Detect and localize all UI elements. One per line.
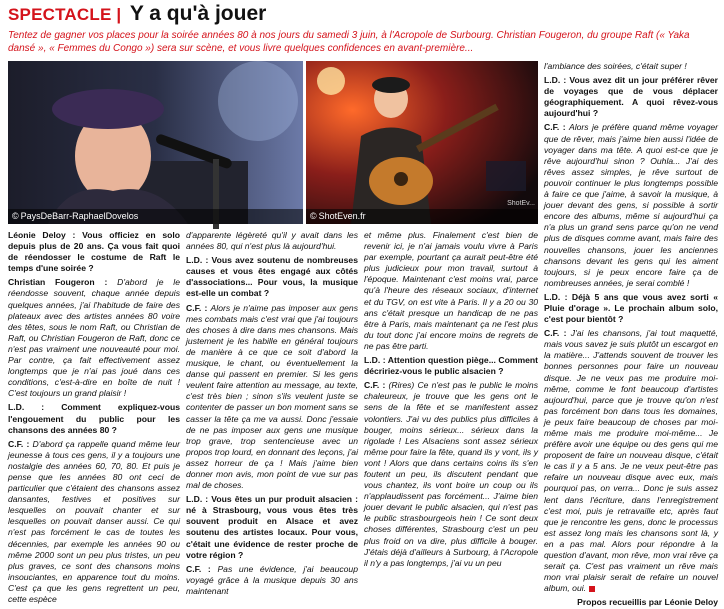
photo-watermark: ShotEv...: [507, 200, 535, 207]
answer-continued: et même plus. Finalement c'est bien de revenir ici, je n'ai jamais voulu vivre à Paris par exemple, pourtant ça aurait peut-être été plus judicieux pour mon travail, surtout à l'époque. Maintenant c'est moins vrai, parce qu'à l'heure des réseaux sociaux, d'internet et du TGV, on est vite à Paris. Il y a 20 ou 30 ans c'était presque un handicap de ne pas être à Paris, mais maintenant ça ne l'est plus du tout donc j'ai encore moins de regrets de ne pas être parti.: [364, 230, 538, 351]
article-column-1: [8, 230, 180, 604]
answer: Alors je préfère quand même voyager que de rêver, mais j'aime bien aussi l'idée de voyager dans ma tête. A quoi est-ce que je rêve aujourd'hui sinon ? Ouhla... J'ai des rêves assez simples, je rêve surtout de pouvoir continuer le plus longtemps possible à faire ce que j'aime, à savoir la musique, à jouer devant des gens, si possible à sortir encore des albums, même si aujourd'hui ça n'a plus un grand sens parce qu'on ne vend plus de disques comme avant, mais faire des nouvelles chansons, jouer les anciennes chansons devant les gens qui les aiment toujours, si je peux encore faire ça de nombreuses années, je serai comblé !: [544, 122, 718, 288]
speaker-label: C.F. :: [544, 328, 567, 339]
section-kicker: SPECTACLE |: [8, 5, 122, 24]
photo-credit-text: PaysDeBarr-RaphaelDovelos: [20, 211, 139, 221]
speaker-label: Christian Fougeron :: [8, 277, 108, 288]
question: L.D. : Vous êtes un pur produit alsacien : né à Strasbourg, vous vous êtes très souvent produit en Alsace et avez soutenu des artistes locaux. Pour vous, c'était une évidence de rester proche de votre région ?: [186, 494, 358, 560]
question: L.D. : Vous avez soutenu de nombreuses causes et vous êtes engagé aux côtés d'associations... Pour vous, la musique est-elle un combat ?: [186, 255, 358, 299]
copyright-icon: ©: [12, 211, 19, 221]
answer: Pas une évidence, j'ai beaucoup voyagé grâce à la musique depuis 30 ans maintenant: [186, 563, 358, 596]
answer: D'abord je le réendosse souvent, chaque année depuis quelques années, j'ai l'habitude de faire des plateaux avec des artistes années 80 voire des têtes, sous le nom Raft, ou Christian de Raft, ou Christian Fougeron de Raft, donc ce n'est pas vraiment une nouveauté pour moi. Par contre, ça fait effectivement assez longtemps que je n'ai pas joué dans ces conditions, c'est-à-dire en boîte de nuit ! C'est toujours un grand plaisir !: [8, 277, 180, 399]
question: L.D. : Vous avez dit un jour préférer rêver de voyages que de vous déplacer géographiquement. A quoi rêvez-vous aujourd'hui ?: [544, 75, 718, 119]
headline: [8, 2, 724, 28]
author-signature: Propos recueillis par Léonie Deloy: [577, 597, 718, 608]
answer: D'abord ça rappelle quand même leur jeunesse à tous ces gens, il y a toujours une nostalgie des années 60, 70, 80. Et puis je pense que les années 80 ont ceci de particulier que c'étaient des chansons assez dansantes, festives et positives sur lesquelles on pouvait chanter et sur lesquelles on pouvait danser aussi. Ce qui n'est pas forcément le cas de toutes les décennies, par exemple les années 90 ou même 2000 sont un peu plus tristes, un peu plus graves, ce sont des chansons moins insouciantes, en apparence tout du moins. C'est ça que les gens regrettent un peu, cette espèce: [8, 438, 180, 604]
question: Léonie Deloy : Vous officiez en solo depuis plus de 20 ans. Ça vous fait quoi de réendosser le costume de Raft le temps d'une soirée ?: [8, 230, 180, 274]
article-column-2: [186, 230, 358, 596]
question: L.D. : Déjà 5 ans que vous avez sorti « Pluie d'orage ». Le prochain album solo, c'est pour bientôt ?: [544, 291, 718, 325]
article-column-4: [544, 61, 718, 608]
photo-credit: [306, 209, 538, 224]
speaker-label: C.F. :: [186, 563, 211, 574]
speaker-label: C.F. :: [544, 122, 566, 133]
photo-guitarist: [306, 61, 538, 224]
answer-continued: l'ambiance des soirées, c'était super !: [544, 61, 687, 71]
question: L.D. : Comment expliquez-vous l'engouement du public pour les chansons des années 80 ?: [8, 402, 180, 435]
copyright-icon: ©: [310, 211, 317, 221]
answer-continued: d'apparente légèreté qu'il y avait dans les années 80, qui n'est plus là aujourd'hui.: [186, 230, 358, 252]
article-title: Y a qu'à jouer: [129, 2, 267, 25]
answer: Alors je n'aime pas imposer aux gens mes combats mais c'est vrai que j'ai toujours des choses à dire dans mes chansons. Mais justement je les habille en général toujours de manière à ce que ce soit d'abord la musique, le chant, ou éventuellement la danse qui passent en premier. Si les gens veulent faire attention au message, au texte, c'est très bien ; sinon s'ils veulent juste se contenter de passer un bon moment sans se casser la tête ça me va aussi. Donc j'essaie de ne pas imposer aux gens une musique trop grave, trop sentencieuse avec un propos trop lourd, en donnant des leçons, j'ai assez horreur de ça ! Mais j'aime bien donner mon avis, mon point de vue sur pas mal de choses.: [186, 302, 358, 491]
speaker-label: C.F. :: [8, 438, 30, 449]
speaker-label: C.F. :: [364, 380, 386, 391]
answer: J'ai les chansons, j'ai tout maquetté, mais vous savez je suis plutôt un escargot en la matière... J'attends souvent de trouver les bonnes personnes pour faire un nouveau disque. Je ne veux pas me produire moi-même, comme le font beaucoup d'artistes aujourd'hui, parce que je trouve qu'on n'est pas forcément bon dans tous les domaines, je peux faire beaucoup de choses par moi-même mais me produire moi-même... Je préfère avoir une équipe ou des gens qui me proposent de faire un nouveau disque, c'était le cas il y a 5 ans. Je ne veux peut-être pas refaire un nouveau disque avec eux, mais pourquoi pas, on verra... Donc je suis assez lent dans l'écriture, dans l'enregistrement c'est moi, puis je retravaille etc, après faut que je rencontre les gens, donc le processus est assez long mais les chansons sont là, y en a pas mal. Alors pour répondre à la question d'avant, mon rêve, mon vrai rêve ça serait ça. C'est pas vraiment un rêve mais mon vrai plaisir serait de refaire un nouvel album, oui.: [544, 328, 718, 594]
photo-singer-microphone: [8, 61, 303, 224]
answer: (Rires) Ce n'est pas le public le moins chaleureux, je trouve que les gens ont le sens de la fête et se manifestent assez volontiers. J'ai vu des publics plus difficiles à bouger, moins sérieux... sérieux dans la rigolade ! Les Alsaciens sont assez sérieux même pour faire la fête, quand ils y vont, ils y vont ! Alors que dans certains coins ils s'en foutent un peu, ils discutent pendant que vous chantez, ils vont boire un coup ou ils n'applaudissent pas forcément... J'aime bien jouer devant le public alsacien, qui n'est pas le public strasbourgeois hein ! Ce sont deux choses différentes, Strasbourg c'est un peu plus froid on va dire, plus difficile à bouger. J'étais déjà d'ailleurs à Surbourg, à l'Acropole il n'y a pas longtemps, j'ai vu un peu: [364, 380, 539, 568]
photo-credit: [8, 209, 303, 224]
question: L.D. : Attention question piège... Comment décririez-vous le public alsacien ?: [364, 355, 538, 377]
article-column-3: [364, 230, 539, 568]
speaker-label: C.F. :: [186, 302, 208, 313]
end-mark-icon: [589, 586, 595, 592]
article-lede: Tentez de gagner vos places pour la soirée années 80 à nos jours du samedi 3 juin, à l'Acropole de Surbourg. Christian Fougeron, du groupe Raft (« Yaka dansé », « Femmes du Congo ») sera sur scène, et vous livre quelques confidences en avant-première...: [8, 30, 690, 54]
photo-credit-text: ShotEven.fr: [318, 211, 366, 221]
